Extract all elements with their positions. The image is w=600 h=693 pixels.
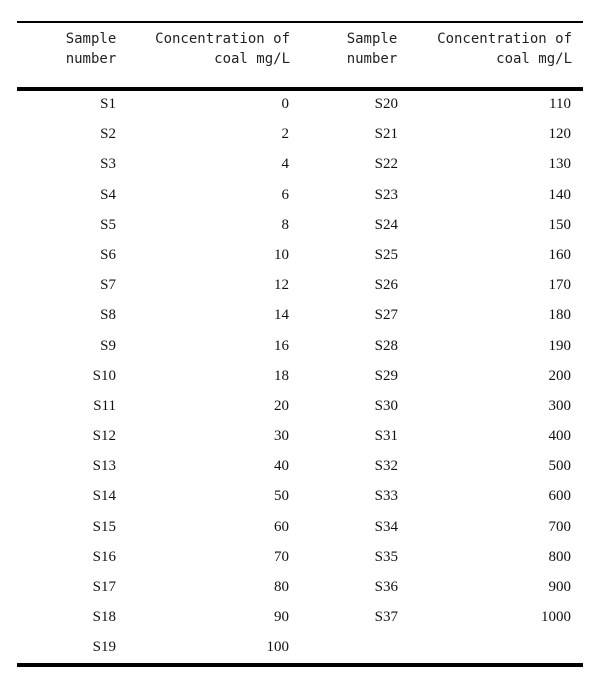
sample-number-cell: S35 — [374, 548, 398, 565]
sample-number-cell: S33 — [374, 488, 398, 505]
concentration-cell: 70 — [274, 548, 289, 565]
sample-number-cell: S22 — [374, 156, 398, 173]
sample-number-cell: S25 — [374, 246, 398, 263]
sample-number-cell: S29 — [374, 367, 398, 384]
sample-number-cell: S6 — [100, 246, 116, 263]
sample-number-cell: S16 — [92, 548, 116, 565]
sample-number-cell: S24 — [374, 216, 398, 233]
concentration-cell: 150 — [548, 216, 571, 233]
concentration-cell: 90 — [274, 609, 289, 626]
concentration-cell: 500 — [548, 458, 571, 475]
sample-number-cell: S19 — [92, 639, 116, 656]
sample-number-cell: S8 — [100, 307, 116, 324]
concentration-cell: 4 — [281, 156, 289, 173]
sample-number-cell: S5 — [100, 216, 116, 233]
sample-number-cell: S31 — [374, 428, 398, 445]
sample-number-cell: S18 — [92, 609, 116, 626]
sample-number-cell: S11 — [93, 397, 116, 414]
sample-number-cell: S15 — [92, 518, 116, 535]
concentration-cell: 60 — [274, 518, 289, 535]
concentration-cell: 18 — [274, 367, 289, 384]
sample-number-cell: S14 — [92, 488, 116, 505]
sample-number-cell: S2 — [100, 126, 116, 143]
sample-number-cell: S20 — [374, 96, 398, 112]
header-concentration-right: Concentration of coal mg/L — [437, 31, 572, 67]
sample-number-cell: S34 — [374, 518, 398, 535]
concentration-cell: 600 — [548, 488, 571, 505]
concentration-cell: 80 — [274, 579, 289, 595]
concentration-cell: 8 — [281, 216, 289, 233]
concentration-cell: 0 — [281, 96, 289, 112]
top-rule — [17, 21, 583, 23]
sample-number-cell: S13 — [92, 458, 116, 475]
sample-number-cell: S21 — [374, 126, 398, 143]
right-concentration-column — [480, 92, 571, 635]
header-concentration-left: Concentration of coal mg/L — [155, 31, 290, 67]
concentration-cell: 110 — [549, 96, 571, 112]
concentration-cell: 16 — [274, 337, 289, 354]
concentration-cell: 40 — [274, 458, 289, 475]
concentration-cell: 400 — [548, 428, 571, 445]
sample-number-cell: S12 — [92, 428, 116, 445]
concentration-cell: 6 — [281, 186, 289, 203]
header-sample-number-right: Sample number — [346, 31, 398, 67]
concentration-cell: 2 — [281, 126, 289, 143]
sample-number-cell: S4 — [100, 186, 116, 203]
sample-number-cell: S30 — [374, 397, 398, 414]
concentration-cell: 20 — [274, 397, 289, 414]
concentration-cell: 700 — [548, 518, 571, 535]
sample-number-cell: S36 — [374, 579, 398, 595]
left-concentration-column — [200, 92, 289, 666]
sample-number-cell: S7 — [100, 277, 116, 294]
right-sample-column — [340, 92, 398, 635]
concentration-cell: 170 — [548, 277, 571, 294]
sample-number-cell: S3 — [100, 156, 116, 173]
sample-number-cell: S27 — [374, 307, 398, 324]
concentration-cell: 140 — [548, 186, 571, 203]
concentration-cell: 200 — [548, 367, 571, 384]
concentration-cell: 1000 — [541, 609, 571, 626]
sample-number-cell: S9 — [100, 337, 116, 354]
header-rule — [17, 87, 583, 91]
sample-number-cell: S26 — [374, 277, 398, 294]
concentration-cell: 190 — [548, 337, 571, 354]
concentration-cell: 100 — [266, 639, 289, 656]
concentration-cell: 10 — [274, 246, 289, 263]
concentration-cell: 130 — [548, 156, 571, 173]
concentration-cell: 900 — [548, 579, 571, 595]
concentration-cell: 120 — [548, 126, 571, 143]
concentration-cell: 160 — [548, 246, 571, 263]
concentration-cell: 30 — [274, 428, 289, 445]
header-sample-number-left: Sample number — [65, 31, 117, 67]
sample-number-cell: S23 — [374, 186, 398, 203]
concentration-cell: 300 — [548, 397, 571, 414]
sample-number-cell: S1 — [100, 96, 116, 112]
sample-number-cell: S28 — [374, 337, 398, 354]
concentration-cell: 180 — [548, 307, 571, 324]
sample-number-cell: S17 — [92, 579, 116, 595]
concentration-cell: 50 — [274, 488, 289, 505]
sample-number-cell: S37 — [374, 609, 398, 626]
bottom-rule — [17, 663, 583, 667]
sample-number-cell: S32 — [374, 458, 398, 475]
sample-number-cell: S10 — [92, 367, 116, 384]
concentration-cell: 14 — [274, 307, 289, 324]
concentration-cell: 800 — [548, 548, 571, 565]
concentration-cell: 12 — [274, 277, 289, 294]
left-sample-column — [60, 92, 116, 666]
